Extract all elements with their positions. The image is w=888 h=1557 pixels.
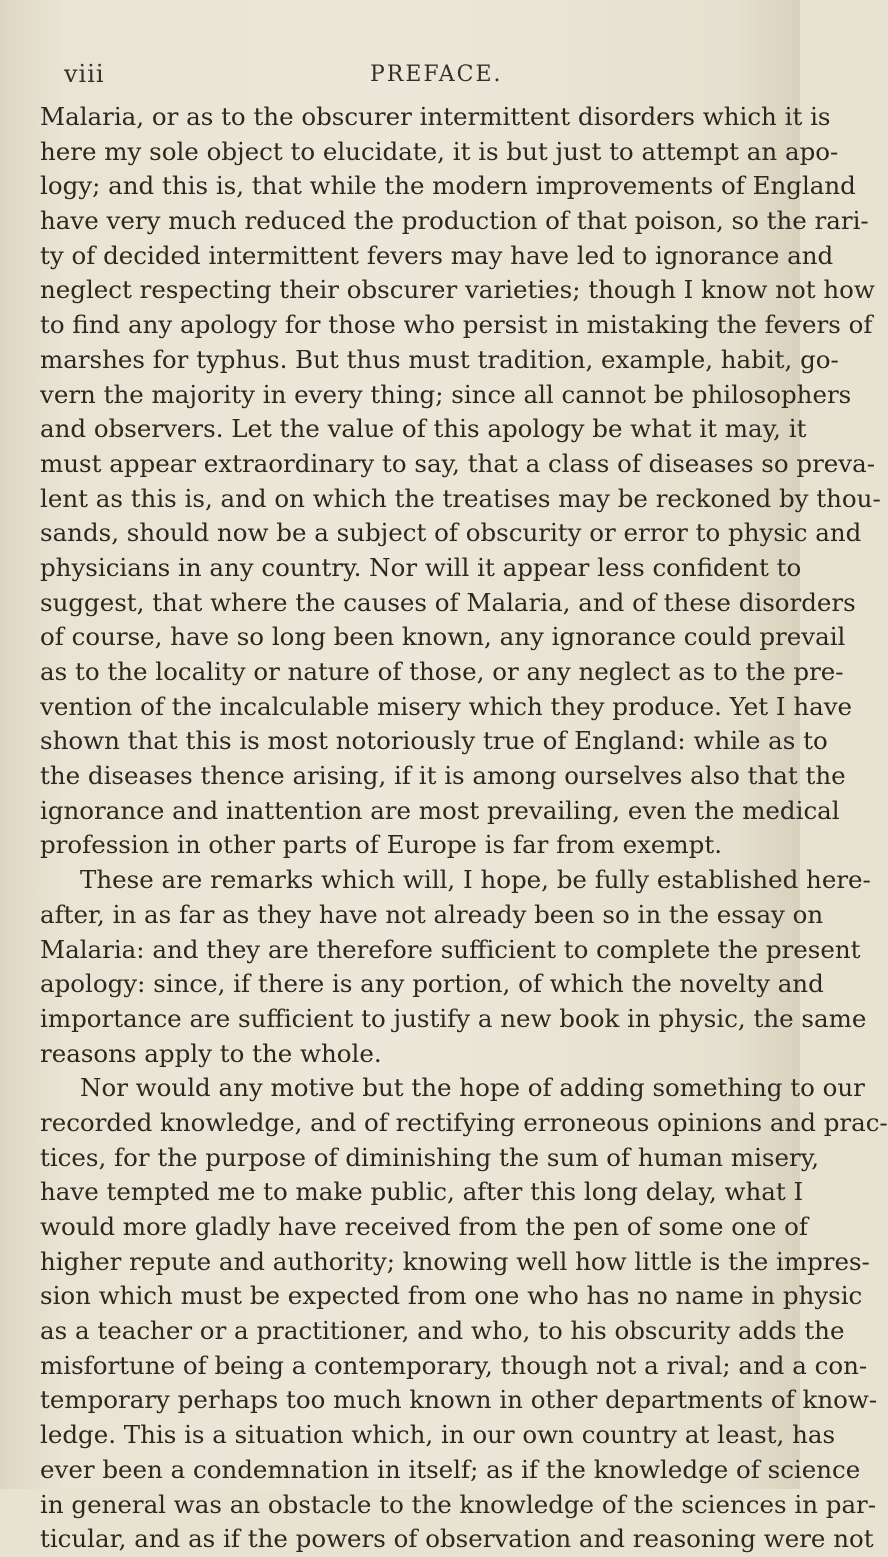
text-line: ever been a condemnation in itself; as if the knowledge of science [40,1454,861,1484]
text-line: higher repute and authority; knowing well how little is the impres- [40,1246,870,1276]
text-line: tices, for the purpose of diminishing the sum of human misery, [40,1142,820,1172]
text-line: suggest, that where the causes of Malaria, and of these disorders [40,587,856,617]
text-line: neglect respecting their obscurer varieties; though I know not how [40,275,875,305]
text-line: marshes for typhus. But thus must tradition, example, habit, go- [40,344,839,374]
text-line: Malaria, or as to the obscurer intermittent disorders which it is [40,102,831,131]
text-line: Malaria: and they are therefore sufficient to complete the present [40,934,861,964]
page-number: viii [64,60,105,88]
text-line: apology: since, if there is any portion, of which the novelty and [40,969,824,999]
text-line: the diseases thence arising, if it is among ourselves also that the [40,761,846,791]
text-line: and observers. Let the value of this apology be what it may, it [40,414,807,444]
text-line: have tempted me to make public, after this long delay, what I [40,1177,804,1207]
text-line: ty of decided intermittent fevers may have led to ignorance and [40,240,834,270]
text-line: These are remarks which will, I hope, be fully established here- [80,865,871,895]
text-line: as a teacher or a practitioner, and who, to his obscurity adds the [40,1316,845,1346]
text-line: recorded knowledge, and of rectifying erroneous opinions and prac- [40,1107,888,1137]
text-line: profession in other parts of Europe is far from exempt. [40,830,722,860]
text-line: logy; and this is, that while the modern improvements of England [40,171,856,201]
running-title: PREFACE. [370,62,503,87]
text-line: in general was an obstacle to the knowledge of the sciences in par- [40,1489,877,1519]
text-line: ignorance and inattention are most prevailing, even the medical [40,795,840,825]
text-line: of course, have so long been known, any ignorance could prevail [40,622,846,652]
text-line: to find any apology for those who persist in mistaking the fevers of [40,310,873,340]
text-line: ticular, and as if the powers of observation and reasoning were not [40,1524,874,1554]
text-line: here my sole object to elucidate, it is but just to attempt an apo- [40,136,839,166]
body-text [40,100,888,1557]
text-line: as to the locality or nature of those, or any neglect as to the pre- [40,657,844,686]
text-line: Nor would any motive but the hope of adding something to our [80,1073,865,1103]
text-line: physicians in any country. Nor will it appear less confident to [40,552,802,582]
text-line: have very much reduced the production of that poison, so the rari- [40,206,869,236]
text-line: would more gladly have received from the pen of some one of [40,1212,808,1241]
text-line: shown that this is most notoriously true of England: while as to [40,726,828,756]
text-line: sands, should now be a subject of obscurity or error to physic and [40,518,862,548]
text-line: after, in as far as they have not already been so in the essay on [40,899,824,929]
text-line: vern the majority in every thing; since all cannot be philosophers [40,379,852,409]
text-line: reasons apply to the whole. [40,1038,382,1068]
text-line: vention of the incalculable misery which they produce. Yet I have [40,691,853,721]
text-line: must appear extraordinary to say, that a class of diseases so preva- [40,448,876,478]
text-line: importance are sufficient to justify a new book in physic, the same [40,1003,867,1033]
running-head [64,60,736,100]
text-line: sion which must be expected from one who has no name in physic [40,1281,863,1311]
text-line: lent as this is, and on which the treatises may be reckoned by thou- [40,483,881,513]
text-line: temporary perhaps too much known in other departments of know- [40,1385,878,1415]
text-line: misfortune of being a contemporary, though not a rival; and a con- [40,1350,868,1380]
text-line: ledge. This is a situation which, in our own country at least, has [40,1420,836,1450]
